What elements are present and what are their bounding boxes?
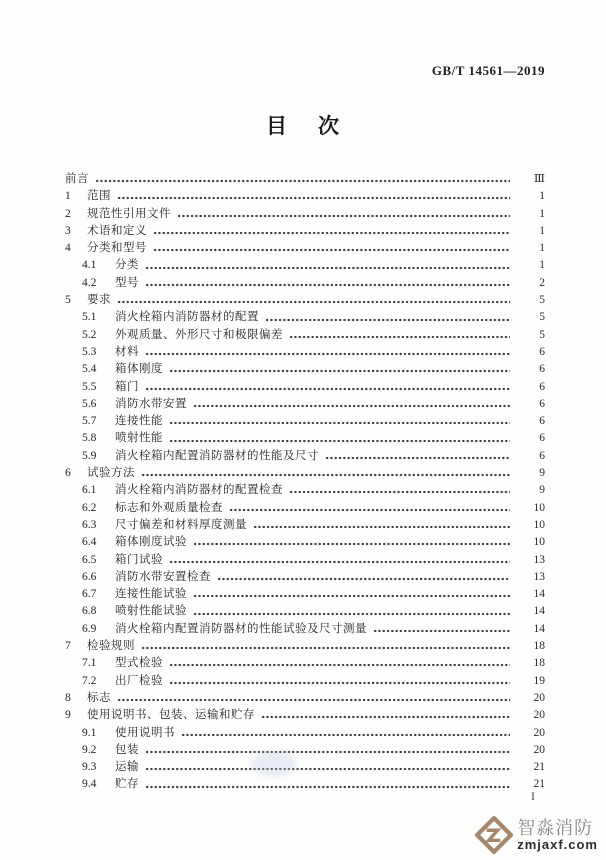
toc-entry <box>65 275 545 292</box>
toc-entry <box>65 223 545 240</box>
toc-entry-label: 运输 <box>115 761 139 774</box>
toc-entry-page: 6 <box>539 432 545 445</box>
toc-entry-number: 1 <box>65 190 71 203</box>
toc-entry-number: 6 <box>65 467 71 480</box>
toc-entry-page: 6 <box>539 363 545 376</box>
toc-entry <box>65 206 545 223</box>
toc-dot-leader <box>145 280 510 289</box>
toc-entry-label: 连接性能 <box>115 415 163 428</box>
toc-entry-number: 4.2 <box>82 276 97 289</box>
toc-entry <box>65 586 545 603</box>
toc-entry-number: 9.3 <box>82 761 97 774</box>
toc-dot-leader <box>169 557 510 566</box>
toc-entry-page: 20 <box>533 726 545 739</box>
toc-entry-number: 9.1 <box>82 726 97 739</box>
toc-entry-page: 5 <box>539 294 545 307</box>
toc-entry-page: 20 <box>533 743 545 756</box>
watermark-text <box>517 819 598 852</box>
toc-entry-page: 20 <box>533 691 545 704</box>
toc-entry-number: 9.4 <box>82 778 97 791</box>
toc-entry-number: 2 <box>65 207 71 220</box>
toc-entry-page: 5 <box>539 328 545 341</box>
scan-smudge <box>252 751 296 777</box>
toc-entry-number: 7 <box>65 640 71 653</box>
toc-dot-leader <box>177 211 510 220</box>
toc-entry <box>65 569 545 586</box>
toc-dot-leader <box>193 540 510 549</box>
toc-entry <box>65 361 545 378</box>
toc-entry-number: 7.1 <box>82 657 97 670</box>
toc-entry-label: 要求 <box>87 294 111 307</box>
toc-dot-leader <box>153 246 510 255</box>
toc-entry <box>65 292 545 309</box>
footer-page-number: I <box>531 789 535 803</box>
toc-entry <box>65 776 545 793</box>
toc-dot-leader <box>253 523 510 532</box>
toc-entry-page: 2 <box>539 276 545 289</box>
toc-entry-label: 消防水带安置检查 <box>115 570 211 583</box>
toc-entry-label: 消防水带安置 <box>115 397 187 410</box>
toc-entry-page: Ⅲ <box>533 173 545 185</box>
toc-entry <box>65 309 545 326</box>
toc-entry-page: 6 <box>539 397 545 410</box>
watermark-logo <box>475 816 598 854</box>
toc-entry-label: 材料 <box>115 345 139 358</box>
toc-entry <box>65 344 545 361</box>
toc-entry-page: 14 <box>533 605 545 618</box>
toc-entry-number: 5.3 <box>82 345 97 358</box>
toc-entry-page: 9 <box>539 484 545 497</box>
toc-entry-page: 1 <box>539 259 545 272</box>
toc-entry-page: 13 <box>533 553 545 566</box>
toc-dot-leader <box>169 661 510 670</box>
toc-entry-page: 14 <box>533 588 545 601</box>
toc-dot-leader <box>169 367 510 376</box>
toc-entry <box>65 742 545 759</box>
toc-entry <box>65 655 545 672</box>
toc-entry-label: 使用说明书、包装、运输和贮存 <box>87 709 255 722</box>
toc-entry-label: 试验方法 <box>87 467 135 480</box>
toc-entry-page: 1 <box>539 242 545 255</box>
toc-entry-label: 贮存 <box>115 778 139 791</box>
toc-dot-leader <box>169 419 510 428</box>
toc-entry-label: 检验规则 <box>87 640 135 653</box>
toc-dot-leader <box>169 436 510 445</box>
toc-entry-number: 5 <box>65 294 71 307</box>
toc-dot-leader <box>193 592 510 601</box>
toc-entry-number: 6.5 <box>82 553 97 566</box>
toc-dot-leader <box>265 315 510 324</box>
toc-entry-page: 10 <box>533 536 545 549</box>
toc-dot-leader <box>289 488 510 497</box>
toc-entry-number: 6.6 <box>82 570 97 583</box>
toc-dot-leader <box>95 177 510 186</box>
toc-entry-label: 使用说明书 <box>115 726 175 739</box>
toc-entry-label: 喷射性能 <box>115 432 163 445</box>
toc-entry-number: 5.2 <box>82 328 97 341</box>
toc-entry-page: 6 <box>539 415 545 428</box>
toc-dot-leader <box>217 574 510 583</box>
toc-entry-label: 包装 <box>115 743 139 756</box>
toc-entry-number: 9.2 <box>82 743 97 756</box>
toc-dot-leader <box>153 229 510 238</box>
toc-entry <box>65 257 545 274</box>
toc-entry-label: 规范性引用文件 <box>87 207 171 220</box>
toc-dot-leader <box>145 765 510 774</box>
toc-entry <box>65 465 545 482</box>
toc-dot-leader <box>229 505 510 514</box>
toc-entry <box>65 603 545 620</box>
toc-entry <box>65 759 545 776</box>
toc-dot-leader <box>141 644 510 653</box>
toc-dot-leader <box>289 332 510 341</box>
toc-entry <box>65 673 545 690</box>
toc-entry-number: 8 <box>65 691 71 704</box>
toc-entry <box>65 240 545 257</box>
toc-entry-label: 型式检验 <box>115 657 163 670</box>
toc-entry-label: 术语和定义 <box>87 224 147 237</box>
toc-entry-number: 4 <box>65 242 71 255</box>
toc-entry-number: 5.6 <box>82 397 97 410</box>
toc-entry-page: 18 <box>533 640 545 653</box>
toc-entry-number: 9 <box>65 709 71 722</box>
toc-entry-page: 21 <box>533 761 545 774</box>
toc-entry-label: 消火栓箱内消防器材的配置 <box>115 311 259 324</box>
toc-entry <box>65 552 545 569</box>
toc-entry <box>65 690 545 707</box>
toc-entry <box>65 171 545 188</box>
toc-dot-leader <box>117 194 510 203</box>
toc-entry-number: 3 <box>65 224 71 237</box>
toc-dot-leader <box>117 696 510 705</box>
toc-entry-page: 1 <box>539 190 545 203</box>
toc-entry-number: 6.3 <box>82 518 97 531</box>
toc-dot-leader <box>193 609 510 618</box>
toc-entry-number: 5.4 <box>82 363 97 376</box>
toc-entry <box>65 396 545 413</box>
toc-entry-page: 6 <box>539 345 545 358</box>
toc-entry-number: 6.4 <box>82 536 97 549</box>
toc-entry-page: 20 <box>533 709 545 722</box>
toc-entry-page: 13 <box>533 570 545 583</box>
toc-dot-leader <box>181 730 510 739</box>
toc-dot-leader <box>145 782 510 791</box>
toc-entry-label: 外观质量、外形尺寸和极限偏差 <box>115 328 283 341</box>
toc-entry <box>65 413 545 430</box>
toc-dot-leader <box>141 471 510 480</box>
toc-entry-page: 1 <box>539 207 545 220</box>
toc-entry-label: 消火栓箱内消防器材的配置检查 <box>115 484 283 497</box>
toc-entry <box>65 534 545 551</box>
toc-entry-number: 6.7 <box>82 588 97 601</box>
table-of-contents <box>65 171 545 794</box>
toc-entry-number: 5.8 <box>82 432 97 445</box>
toc-entry-page: 5 <box>539 311 545 324</box>
toc-entry-number: 6.1 <box>82 484 97 497</box>
toc-entry-page: 10 <box>533 501 545 514</box>
toc-entry <box>65 517 545 534</box>
toc-dot-leader <box>145 350 510 359</box>
toc-entry-page: 21 <box>533 778 545 791</box>
toc-entry-page: 19 <box>533 674 545 687</box>
toc-dot-leader <box>169 678 510 687</box>
toc-dot-leader <box>373 626 510 635</box>
toc-entry-label: 箱体刚度 <box>115 363 163 376</box>
toc-entry <box>65 621 545 638</box>
toc-entry-number: 6.8 <box>82 605 97 618</box>
toc-entry-number: 7.2 <box>82 674 97 687</box>
toc-entry-label: 尺寸偏差和材料厚度测量 <box>115 518 247 531</box>
toc-entry-label: 喷射性能试验 <box>115 605 187 618</box>
toc-dot-leader <box>193 402 510 411</box>
toc-entry <box>65 707 545 724</box>
toc-entry-number: 5.1 <box>82 311 97 324</box>
toc-entry <box>65 448 545 465</box>
toc-entry-page: 18 <box>533 657 545 670</box>
toc-dot-leader <box>261 713 510 722</box>
toc-entry-number: 6.9 <box>82 622 97 635</box>
toc-entry-label: 范围 <box>87 190 111 203</box>
watermark-site-url: zmjaxf.com <box>517 836 598 852</box>
toc-entry-label: 箱体刚度试验 <box>115 536 187 549</box>
toc-dot-leader <box>145 747 510 756</box>
toc-entry <box>65 379 545 396</box>
toc-entry-label: 前言 <box>65 173 89 185</box>
toc-entry <box>65 725 545 742</box>
toc-entry-label: 分类和型号 <box>87 242 147 255</box>
toc-entry-label: 型号 <box>115 276 139 289</box>
toc-entry-page: 14 <box>533 622 545 635</box>
toc-entry-page: 1 <box>539 224 545 237</box>
diamond-z-icon <box>475 816 513 854</box>
page-title: 目 次 <box>266 114 344 138</box>
toc-entry-label: 箱门试验 <box>115 553 163 566</box>
toc-entry-label: 标志和外观质量检查 <box>115 501 223 514</box>
toc-entry <box>65 482 545 499</box>
toc-entry-page: 6 <box>539 449 545 462</box>
toc-entry-number: 4.1 <box>82 259 97 272</box>
toc-entry-number: 5.5 <box>82 380 97 393</box>
toc-entry <box>65 188 545 205</box>
standard-number: GB/T 14561—2019 <box>431 63 545 78</box>
toc-entry-number: 5.7 <box>82 415 97 428</box>
toc-entry-label: 箱门 <box>115 380 139 393</box>
toc-dot-leader <box>145 384 510 393</box>
toc-dot-leader <box>145 263 510 272</box>
toc-entry-label: 消火栓箱内配置消防器材的性能及尺寸 <box>115 449 319 462</box>
toc-entry <box>65 327 545 344</box>
toc-entry-label: 分类 <box>115 259 139 272</box>
toc-entry-number: 5.9 <box>82 449 97 462</box>
toc-entry <box>65 638 545 655</box>
toc-entry-label: 连接性能试验 <box>115 588 187 601</box>
toc-entry <box>65 500 545 517</box>
toc-entry-label: 标志 <box>87 691 111 704</box>
toc-entry-number: 6.2 <box>82 501 97 514</box>
toc-entry <box>65 430 545 447</box>
toc-dot-leader <box>325 453 510 462</box>
toc-entry-label: 出厂检验 <box>115 674 163 687</box>
toc-dot-leader <box>117 298 510 307</box>
toc-entry-page: 9 <box>539 467 545 480</box>
watermark-brand-name: 智淼消防 <box>517 817 594 838</box>
toc-entry-page: 6 <box>539 380 545 393</box>
toc-entry-page: 10 <box>533 518 545 531</box>
toc-entry-label: 消火栓箱内配置消防器材的性能试验及尺寸测量 <box>115 622 367 635</box>
